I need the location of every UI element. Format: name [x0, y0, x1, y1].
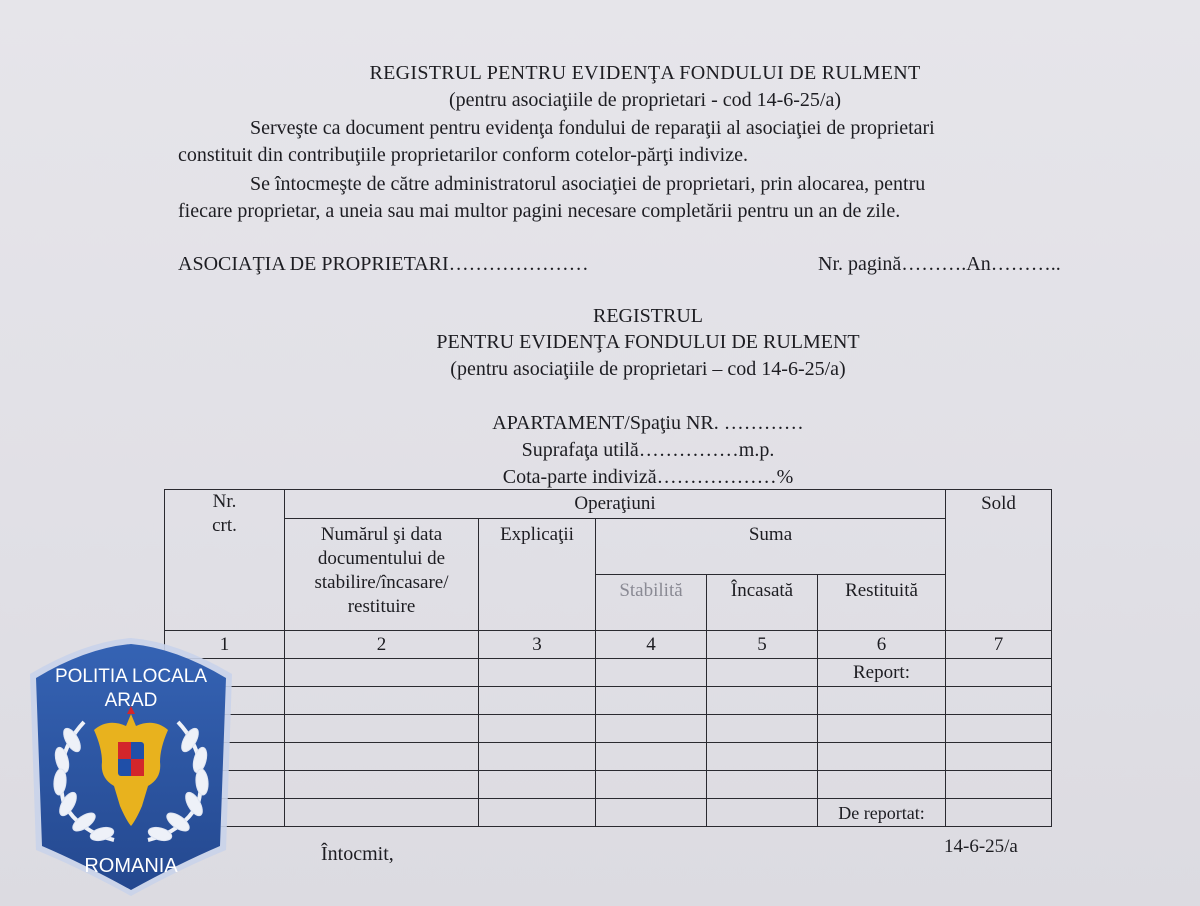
register-heading-line-2: PENTRU EVIDENŢA FONDULUI DE RULMENT — [436, 331, 860, 353]
header-sum-label: Suma — [748, 524, 793, 545]
column-number-2: 2 — [285, 631, 479, 659]
table-row — [165, 687, 1052, 715]
surface-field: Suprafaţa utilă……………m.p. — [521, 439, 775, 461]
register-heading-line-3: (pentru asociaţiile de proprietari – cod 14-6-25/a) — [450, 358, 846, 380]
header-operations — [285, 490, 946, 519]
header-nr-label: Nr. — [212, 491, 237, 512]
header-sold-label: Sold — [981, 493, 1016, 514]
table-row — [165, 743, 1052, 771]
column-number-6: 6 — [818, 631, 946, 659]
description-paragraph-2-line-1: Se întocmeşte de către administratorul asociaţiei de proprietari, prin alocarea, pentru — [250, 173, 926, 195]
header-document — [285, 519, 479, 631]
header-document-line-4: restituire — [347, 596, 416, 617]
header-established-label: Stabilită — [619, 580, 683, 601]
prepared-by-label: Întocmit, — [321, 843, 394, 865]
badge-text-line-2: ARAD — [104, 690, 158, 711]
header-crt-label: crt. — [212, 515, 237, 536]
header-collected-label: Încasată — [730, 580, 794, 601]
header-operations-label: Operaţiuni — [574, 493, 656, 514]
column-number-4: 4 — [596, 631, 707, 659]
header-sum — [596, 519, 946, 575]
column-number-7: 7 — [946, 631, 1052, 659]
column-number-3: 3 — [479, 631, 596, 659]
column-number-1: 1 — [165, 631, 285, 659]
apartment-field: APARTAMENT/Spaţiu NR. ………… — [492, 412, 804, 434]
register-table — [164, 489, 1052, 827]
report-label: Report: — [818, 659, 946, 687]
politia-locala-badge — [22, 636, 240, 898]
header-document-line-3: stabilire/încasare/ — [314, 572, 449, 593]
header-nr-crt — [165, 490, 285, 631]
description-paragraph-1-line-1: Serveşte ca document pentru evidenţa fondului de reparaţii al asociaţiei de proprietari — [250, 117, 935, 139]
header-document-line-1: Numărul şi data — [320, 524, 443, 545]
table-row — [165, 771, 1052, 799]
column-number-5: 5 — [707, 631, 818, 659]
carry-forward-row — [165, 799, 1052, 827]
header-returned-label: Restituită — [845, 580, 918, 601]
header-document-line-2: documentului de — [317, 548, 446, 569]
association-field: ASOCIAŢIA DE PROPRIETARI………………… — [178, 253, 589, 275]
header-returned — [818, 575, 946, 631]
report-row — [165, 659, 1052, 687]
description-paragraph-1-line-2: constituit din contribuţiile proprietarilor conform cotelor-părţi indivize. — [178, 144, 748, 166]
header-collected — [707, 575, 818, 631]
document-title: REGISTRUL PENTRU EVIDENŢA FONDULUI DE RULMENT — [369, 62, 921, 84]
table-row — [165, 715, 1052, 743]
header-established — [596, 575, 707, 631]
header-explanations — [479, 519, 596, 631]
header-sold — [946, 490, 1052, 631]
badge-text-line-3: ROMANIA — [84, 855, 178, 877]
document-subtitle: (pentru asociaţiile de proprietari - cod 14-6-25/a) — [448, 89, 842, 111]
badge-text-line-1: POLITIA LOCALA — [54, 666, 208, 687]
register-heading: REGISTRUL — [593, 305, 703, 327]
page-year-field: Nr. pagină……….An……….. — [818, 253, 1061, 275]
column-number-row — [165, 631, 1052, 659]
carry-forward-label: De reportat: — [818, 799, 946, 827]
share-field: Cota-parte indiviză………………% — [502, 466, 794, 488]
form-code: 14-6-25/a — [944, 836, 1018, 857]
header-explanations-label: Explicaţii — [500, 524, 574, 545]
description-paragraph-2-line-2: fiecare proprietar, a uneia sau mai multor pagini necesare completării pentru un an de zile. — [178, 200, 901, 222]
